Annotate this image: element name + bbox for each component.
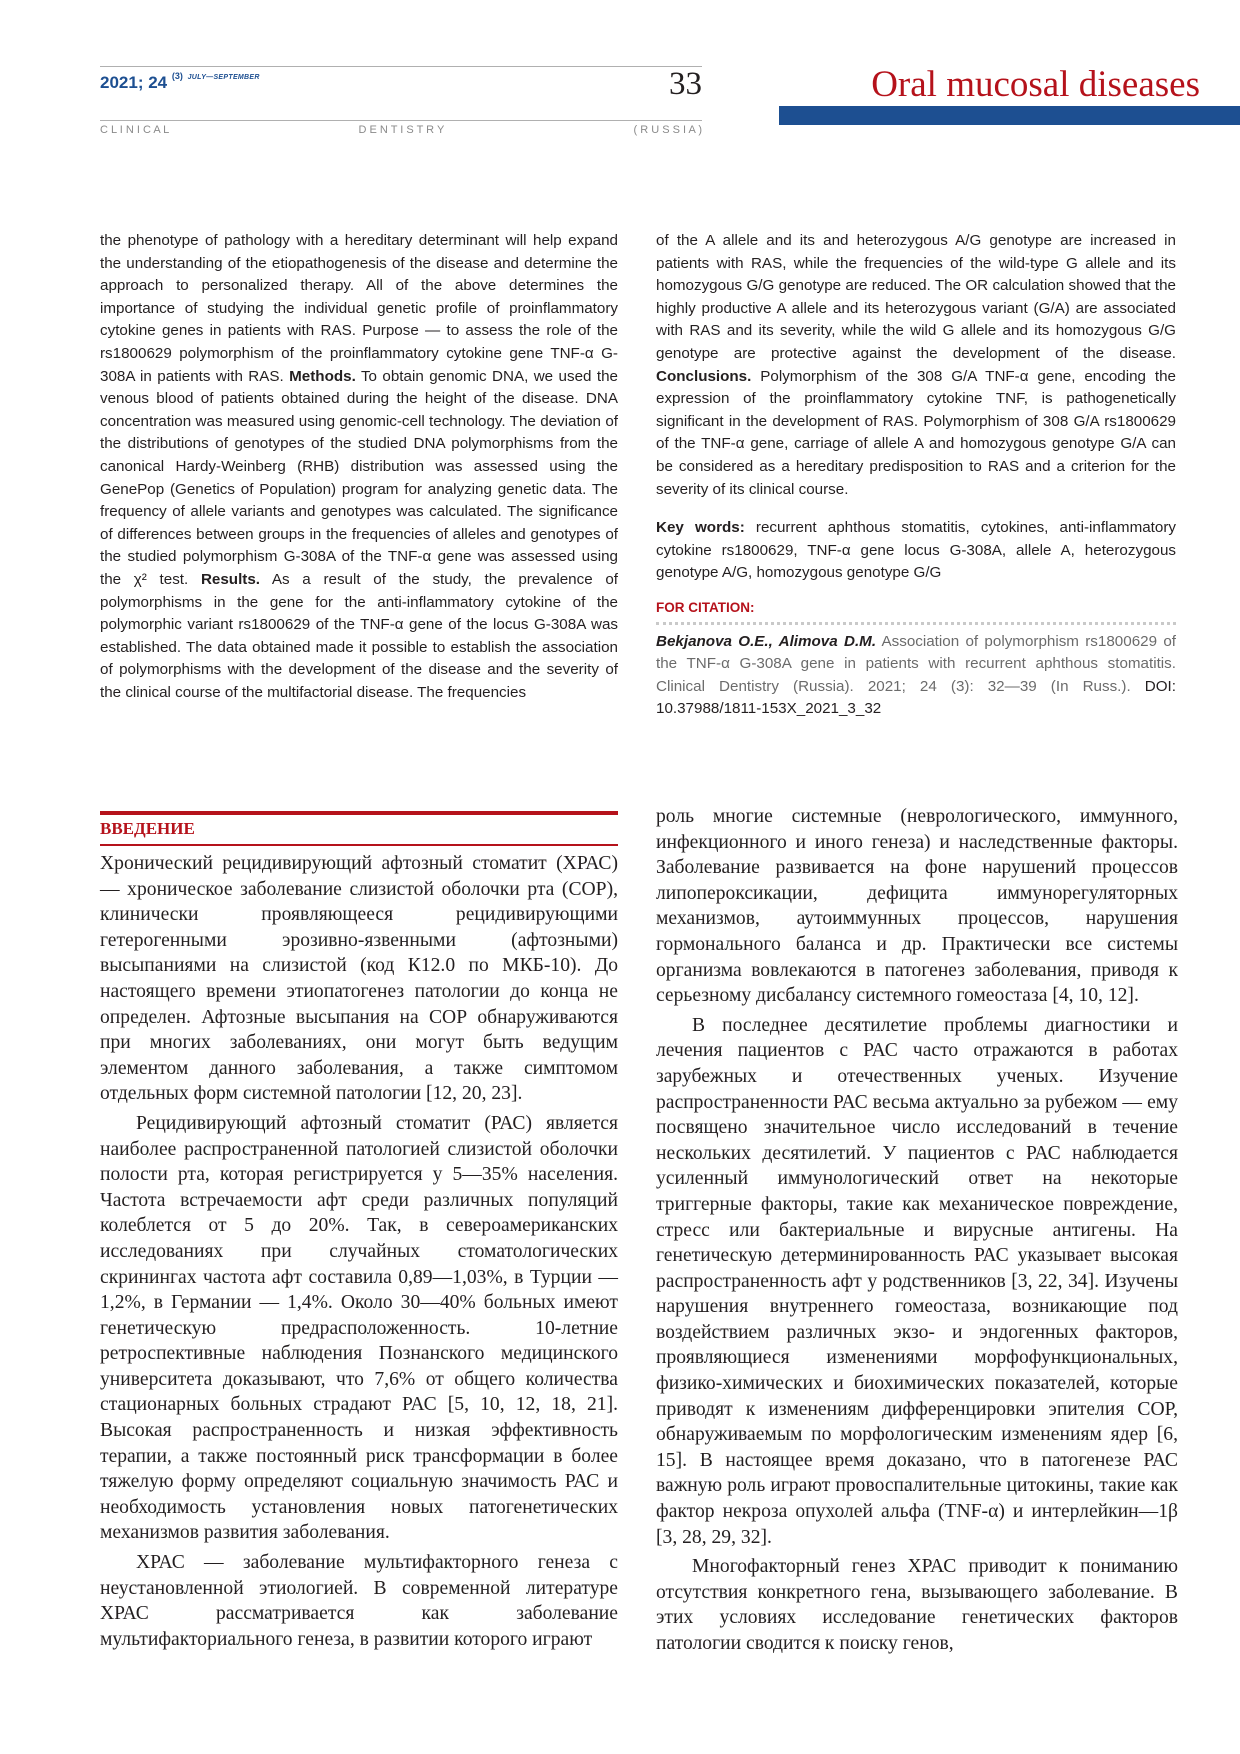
section-rule-top (100, 811, 618, 815)
journal-word-russia: ( R U S S I A ) (633, 124, 702, 136)
methods-label: Methods. (289, 367, 356, 385)
header-rule-top (100, 66, 702, 67)
section-rule-bottom (100, 844, 618, 846)
keywords-label: Key words: (656, 519, 745, 537)
conclusions-label: Conclusions. (656, 367, 752, 385)
journal-word-dentistry: D E N T I S T R Y (358, 124, 445, 136)
body-paragraph: Многофакторный генез ХРАС приводит к пониманию отсутствия конкретного гена, вызывающего заболевание. В этих условиях исследование генетических факторов патологии сводится к поиску генов, (656, 1556, 1178, 1654)
section-heading: Oral mucosal diseases (871, 64, 1200, 105)
abstract-left-column (100, 230, 618, 704)
citation-label: FOR CITATION: (656, 599, 755, 615)
section-color-bar (779, 106, 1240, 125)
abstract-left-text (100, 230, 618, 704)
keywords-text: recurrent aphthous stomatitis, cytokines, anti-inflammatory cytokine rs1800629, TNF-α gene locus G-308A, allele A, heterozygous genotype A/G, homozygous genotype G/G (656, 519, 1176, 582)
citation-divider (656, 622, 1176, 625)
issue-year: 2021; 24 (100, 73, 168, 92)
issue-info (100, 71, 260, 93)
citation-authors: Bekjanova O.E., Alimova D.M. (656, 632, 877, 650)
citation-doi: DOI: 10.37988/1811-153X_2021_3_32 (656, 677, 1176, 718)
abstract-purpose-text: the phenotype of pathology with a hereditary determinant will help expand the understanding of the etiopathogenesis of the disease and determine the approach to personalized therapy. All of the above determines the importance of studying the individual genetic profile of proinflammatory cytokine genes in patients with RAS. Purpose — to assess the role of the rs1800629 polymorphism of the proinflammatory cytokine gene TNF-α G-308A in patients with RAS. (100, 232, 618, 385)
results-text: As a result of the study, the prevalence of polymorphisms in the gene for the anti-inflammatory cytokine of the polymorphic variant rs1800629 of the TNF-α gene of the locus G-308A was established. The data obtained made it possible to establish the association of polymorphisms with the development of the disease and the severity of the clinical course of the multifactorial disease. The frequencies (100, 570, 619, 701)
citation (656, 631, 1176, 721)
abstract-frequency-text: of the A allele and its and heterozygous A/G genotype are increased in patients with RAS, while the frequencies of the wild-type G allele and its homozygous G/G genotype are reduced. The OR calculation showed that the highly productive A allele and its heterozygous variant (G/A) are associated with RAS and its severity, while the wild G allele and its homozygous G/G genotype are protective against the development of the disease. (656, 232, 1176, 362)
citation-text: Association of polymorphism rs1800629 of the TNF-α G-308A gene in patients with recurrent aphthous stomatitis. Clinical Dentistry (Russia). 2021; 24 (3): 32—39 (In Russ.). (656, 632, 1176, 695)
body-paragraph: роль многие системные (неврологического, иммунного, инфекционного и иного генеза) и наследственные факторы. Заболевание развивается на фоне нарушений процессов липопероксикации, дефицита иммунорегуляторных механизмов, аутоиммунных процессов, нарушения гормонального баланса и др. Практически все системы организма вовлекаются в патогенез заболевания, приводя к серьезному дисбалансу системного гомеостаза [4, 10, 12]. (656, 806, 1178, 1007)
conclusions-text: Polymorphism of the 308 G/A TNF-α gene, encoding the expression of the proinflammatory cytokine TNF, is pathogenetically significant in the development of RAS. Polymorphism of 308 G/A rs1800629 of the TNF-α gene, carriage of allele A and homozygous genotype G/A can be considered as a hereditary predisposition to RAS and a criterion for the severity of its clinical course. (656, 367, 1176, 498)
methods-text: To obtain genomic DNA, we used the venous blood of patients obtained during the height of the disease. DNA concentration was measured using genomic-cell technology. The deviation of the distributions of genotypes of the studied DNA polymorphisms from the canonical Hardy-Weinberg (RHB) distribution was assessed using the GenePop (Genetics of Population) program for analyzing genetic data. The frequency of allele variants and genotypes was calculated. The significance of differences between groups in the frequencies of alleles and genotypes of the studied polymorphism G-308A of the TNF-α gene was assessed using the χ² test. (100, 367, 618, 588)
abstract-right-column (656, 230, 1176, 721)
body-paragraph: В последнее десятилетие проблемы диагностики и лечения пациентов с РАС часто отражаются в работах зарубежных и отечественных ученых. Изучение распространенности РАС весьма актуально за рубежом — ему посвящено значительное число исследований в течение нескольких десятилетий. У пациентов с РАС наблюдается усиленный иммунологический ответ на некоторые триггерные факторы, такие как механическое повреждение, стресс или бактериальные и вирусные антигены. На генетическую детерминированность РАС указывает высокая распространенность афт у родственников [3, 22, 34]. Изучены нарушения внутреннего гомеостаза, возникающие под воздействием различных экзо- и эндогенных факторов, проявляющиеся изменениями морфофункциональных, физико-химических и биохимических показателей, которые приводят к изменениям дифференцировки эпителия СОР, обнаруживаемым по морфологическим изменениям ядер [6, 15]. В настоящее время доказано, что в патогенезе РАС важную роль играют провоспалительные цитокины, такие как фактор некроза опухолей альфа (TNF-α) и интерлейкин—1β [3, 28, 29, 32]. (656, 1014, 1178, 1548)
journal-name (100, 124, 702, 136)
keywords (656, 517, 1176, 585)
body-paragraph: Рецидивирующий афтозный стоматит (РАС) является наиболее распространенной патологией слизистой оболочки полости рта, которая регистрируется у 5—35% населения. Частота встречаемости афт среди различных популяций колеблется от 5 до 20%. Так, в североамериканских исследованиях при случайных стоматологических скринингах частота афт составила 0,89—1,03%, в Турции — 1,2%, в Германии — 1,4%. Около 30—40% больных имеют генетическую предрасположенность. 10-летние ретроспективные наблюдения Познанского медицинского университета доказывают, что 7,6% от общего количества стационарных больных страдают РАС [5, 10, 12, 18, 21]. Высокая распространенность и низкая эффективность терапии, а также постоянный риск трансформации в более тяжелую форму определяют социальную значимость РАС и необходимость установления новых патогенетических механизмов развития заболевания. (100, 1112, 618, 1544)
section-title: ВВЕДЕНИЕ (100, 819, 195, 838)
journal-word-clinical: C L I N I C A L (100, 124, 170, 136)
issue-number: (3) (171, 71, 183, 81)
results-label: Results. (200, 570, 261, 588)
issue-months: JULY—SEPTEMBER (187, 74, 260, 81)
body-left-column (100, 851, 618, 1652)
body-right-column (656, 804, 1178, 1657)
header-rule-bottom (100, 120, 702, 121)
body-paragraph: ХРАС — заболевание мультифакторного генеза с неустановленной этиологией. В современной литературе ХРАС рассматривается как заболевание мультифакториального генеза, в развитии которого играют (100, 1552, 618, 1650)
abstract-right-text (656, 230, 1176, 501)
page-number: 33 (669, 66, 702, 102)
body-paragraph: Хронический рецидивирующий афтозный стоматит (ХРАС) — хроническое заболевание слизистой оболочки рта (СОР), клинически проявляющееся рецидивирующими гетерогенными эрозивно-язвенными (афтозными) высыпаниями на слизистой (код К12.0 по МКБ-10). До настоящего времени этиопатогенез патологии до конца не определен. Афтозные высыпания на СОР обнаруживаются при многих заболеваниях, они могут быть ведущим элементом данного заболевания, а также симптомом отдельных форм системной патологии [12, 20, 23]. (100, 853, 618, 1105)
